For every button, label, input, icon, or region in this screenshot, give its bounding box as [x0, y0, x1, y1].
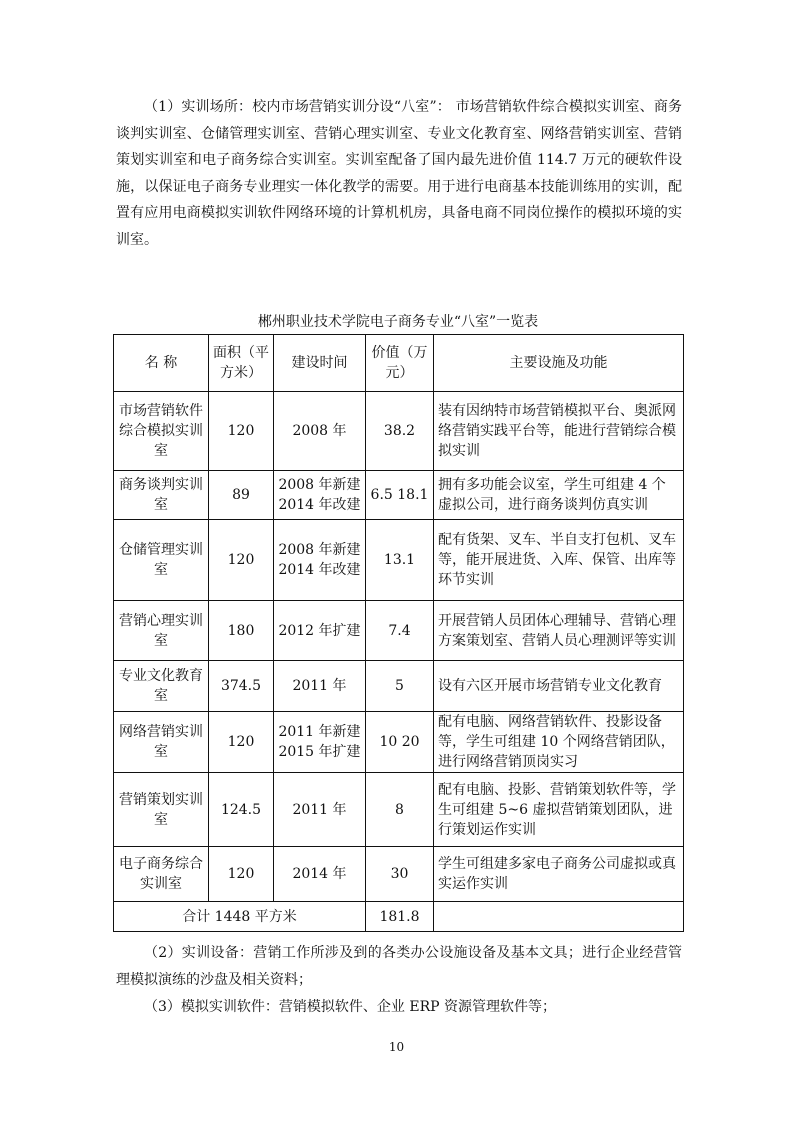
header-value: 价值（万元）: [366, 335, 434, 392]
total-empty-cell: [434, 902, 684, 932]
table-row: [114, 471, 684, 520]
cell-time: 2014 年: [274, 847, 366, 902]
table-total-row: [114, 902, 684, 932]
cell-time: 2011 年: [274, 773, 366, 847]
cell-time: 2011 年: [274, 661, 366, 712]
total-value: 181.8: [366, 902, 434, 932]
cell-features: 开展营销人员团体心理辅导、营销心理方案策划室、营销人员心理测评等实训: [434, 601, 684, 661]
table-row: [114, 601, 684, 661]
cell-value: 7.4: [366, 601, 434, 661]
cell-name: 营销策划实训室: [114, 773, 209, 847]
cell-area: 374.5: [209, 661, 274, 712]
cell-name: 营销心理实训室: [114, 601, 209, 661]
table-row: [114, 712, 684, 773]
header-time: 建设时间: [274, 335, 366, 392]
cell-name: 电子商务综合实训室: [114, 847, 209, 902]
cell-name: 专业文化教育室: [114, 661, 209, 712]
table-row: [114, 520, 684, 601]
cell-area: 120: [209, 520, 274, 601]
table-row: [114, 773, 684, 847]
cell-time: 2008 年: [274, 392, 366, 471]
table-caption: 郴州职业技术学院电子商务专业“八室”一览表: [257, 314, 539, 330]
cell-time: 2012 年扩建: [274, 601, 366, 661]
paragraph-simulation-software: （3）模拟实训软件：营销模拟软件、企业 ERP 资源管理软件等；: [144, 999, 556, 1015]
cell-name: 仓储管理实训室: [114, 520, 209, 601]
cell-features: 学生可组建多家电子商务公司虚拟或真实运作实训: [434, 847, 684, 902]
header-name: 名 称: [114, 335, 209, 392]
training-rooms-table: [113, 334, 684, 932]
page-number: 10: [388, 1040, 405, 1054]
cell-time: 2011 年新建 2015 年扩建: [274, 712, 366, 773]
cell-area: 120: [209, 847, 274, 902]
total-label: 合计 1448 平方米: [114, 902, 366, 932]
cell-time: 2008 年新建 2014 年改建: [274, 471, 366, 520]
cell-value: 10 20: [366, 712, 434, 773]
cell-value: 6.5 18.1: [366, 471, 434, 520]
table-row: [114, 847, 684, 902]
cell-value: 13.1: [366, 520, 434, 601]
table-row: [114, 392, 684, 471]
cell-features: 装有因纳特市场营销模拟平台、奥派网络营销实践平台等，能进行营销综合模拟实训: [434, 392, 684, 471]
cell-area: 120: [209, 712, 274, 773]
cell-features: 配有电脑、网络营销软件、投影设备等，学生可组建 10 个网络营销团队，进行网络营销顶岗实习: [434, 712, 684, 773]
cell-features: 拥有多功能会议室，学生可组建 4 个虚拟公司，进行商务谈判仿真实训: [434, 471, 684, 520]
header-area: 面积（平方米）: [209, 335, 274, 392]
cell-name: 市场营销软件综合模拟实训室: [114, 392, 209, 471]
cell-area: 89: [209, 471, 274, 520]
table-header-row: [114, 335, 684, 392]
paragraph-training-equipment: （2）实训设备：营销工作所涉及到的各类办公设施设备及基本文具；进行企业经营管理模拟演练的沙盘及相关资料；: [116, 945, 682, 988]
cell-area: 120: [209, 392, 274, 471]
paragraph-training-venues: （1）实训场所：校内市场营销实训分设“八室”： 市场营销软件综合模拟实训室、商务谈判实训室、仓储管理实训室、营销心理实训室、专业文化教育室、网络营销实训室、营销策划实训室和电子商务综合实训室。实训室配备了国内最先进价值 114.7 万元的硬软件设施，以保证电子商务专业理实一体化教学的需要。用于进行电商基本技能训练用的实训，配置有应用电商模拟实训软件网络环境的计算机机房，具备电商不同岗位操作的模拟环境的实训室。: [116, 99, 682, 248]
cell-time: 2008 年新建 2014 年改建: [274, 520, 366, 601]
cell-area: 180: [209, 601, 274, 661]
cell-value: 8: [366, 773, 434, 847]
cell-area: 124.5: [209, 773, 274, 847]
cell-value: 38.2: [366, 392, 434, 471]
cell-name: 网络营销实训室: [114, 712, 209, 773]
header-features: 主要设施及功能: [434, 335, 684, 392]
cell-features: 设有六区开展市场营销专业文化教育: [434, 661, 684, 712]
cell-name: 商务谈判实训室: [114, 471, 209, 520]
cell-value: 5: [366, 661, 434, 712]
table-row: [114, 661, 684, 712]
cell-features: 配有货架、叉车、半自支打包机、叉车等，能开展进货、入库、保管、出库等环节实训: [434, 520, 684, 601]
cell-value: 30: [366, 847, 434, 902]
cell-features: 配有电脑、投影、营销策划软件等，学生可组建 5~6 虚拟营销策划团队，进行策划运作实训: [434, 773, 684, 847]
